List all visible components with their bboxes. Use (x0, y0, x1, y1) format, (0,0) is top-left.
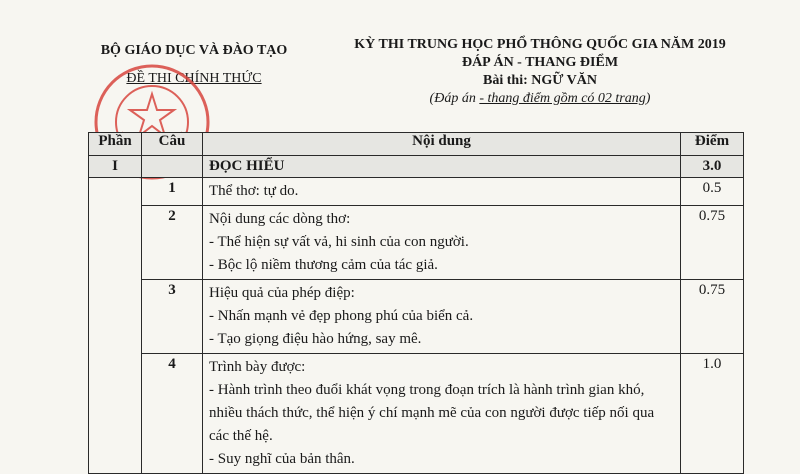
content-line: - Suy nghĩ của bản thân. (209, 451, 355, 467)
header-phan: Phần (89, 133, 142, 156)
question-number: 3 (142, 280, 203, 354)
exam-title: KỲ THI TRUNG HỌC PHỔ THÔNG QUỐC GIA NĂM 2019 (354, 37, 726, 52)
content-line: - Nhấn mạnh vẻ đẹp phong phú của biển cả. (209, 308, 474, 324)
question-number: 1 (142, 178, 203, 206)
seal-star (130, 94, 174, 136)
grading-table (88, 132, 744, 474)
question-content (203, 178, 681, 206)
header-right (310, 36, 770, 108)
header-diem: Điểm (681, 133, 744, 156)
question-score: 0.75 (681, 206, 744, 280)
note-prefix: (Đáp án (429, 91, 480, 106)
section-row (89, 156, 744, 178)
content-line: Thể thơ: tự do. (209, 183, 299, 199)
content-line: - Thể hiện sự vất vả, hi sinh của con người. (209, 234, 469, 250)
question-number: 4 (142, 354, 203, 474)
subject-name: NGỮ VĂN (531, 73, 597, 88)
content-line: - Tạo giọng điệu hào hứng, say mê. (209, 331, 422, 347)
question-content (203, 354, 681, 474)
question-score: 0.5 (681, 178, 744, 206)
content-line: nhiều thách thức, thể hiện ý chí mạnh mẽ của con người được tiếp nối qua (209, 405, 655, 421)
section-score: 3.0 (681, 156, 744, 178)
content-line: Trình bày được: (209, 359, 306, 375)
question-content (203, 280, 681, 354)
table-row (89, 280, 744, 354)
question-number: 2 (142, 206, 203, 280)
page-count-note (310, 90, 770, 108)
header-cau: Câu (142, 133, 203, 156)
table-row (89, 178, 744, 206)
ministry-name: BỘ GIÁO DỤC VÀ ĐÀO TẠO (100, 43, 288, 58)
phan-cell-empty (89, 178, 142, 474)
table-row (89, 206, 744, 280)
note-underlined: - thang điểm gồm có 02 trang (479, 91, 646, 106)
content-line: - Hành trình theo đuổi khát vọng trong đoạn trích là hành trình gian khó, (209, 382, 645, 398)
subject-line (310, 72, 770, 90)
note-suffix: ) (645, 91, 651, 106)
section-number: I (89, 156, 142, 178)
question-content (203, 206, 681, 280)
answer-key-title: ĐÁP ÁN - THANG ĐIỂM (461, 55, 619, 70)
content-line: các thế hệ. (209, 428, 273, 444)
content-line: Nội dung các dòng thơ: (209, 211, 351, 227)
table-header-row (89, 133, 744, 156)
content-line: - Bộc lộ niềm thương cảm của tác giả. (209, 257, 438, 273)
table-row (89, 354, 744, 474)
section-title: ĐỌC HIỂU (203, 156, 681, 178)
content-line: Hiệu quả của phép điệp: (209, 285, 355, 301)
subject-prefix: Bài thi: (483, 73, 532, 88)
header-noi-dung: Nội dung (203, 133, 681, 156)
question-score: 1.0 (681, 354, 744, 474)
question-score: 0.75 (681, 280, 744, 354)
section-cau-empty (142, 156, 203, 178)
official-exam-label: ĐỀ THI CHÍNH THỨC (126, 71, 262, 86)
header-left (94, 40, 294, 90)
